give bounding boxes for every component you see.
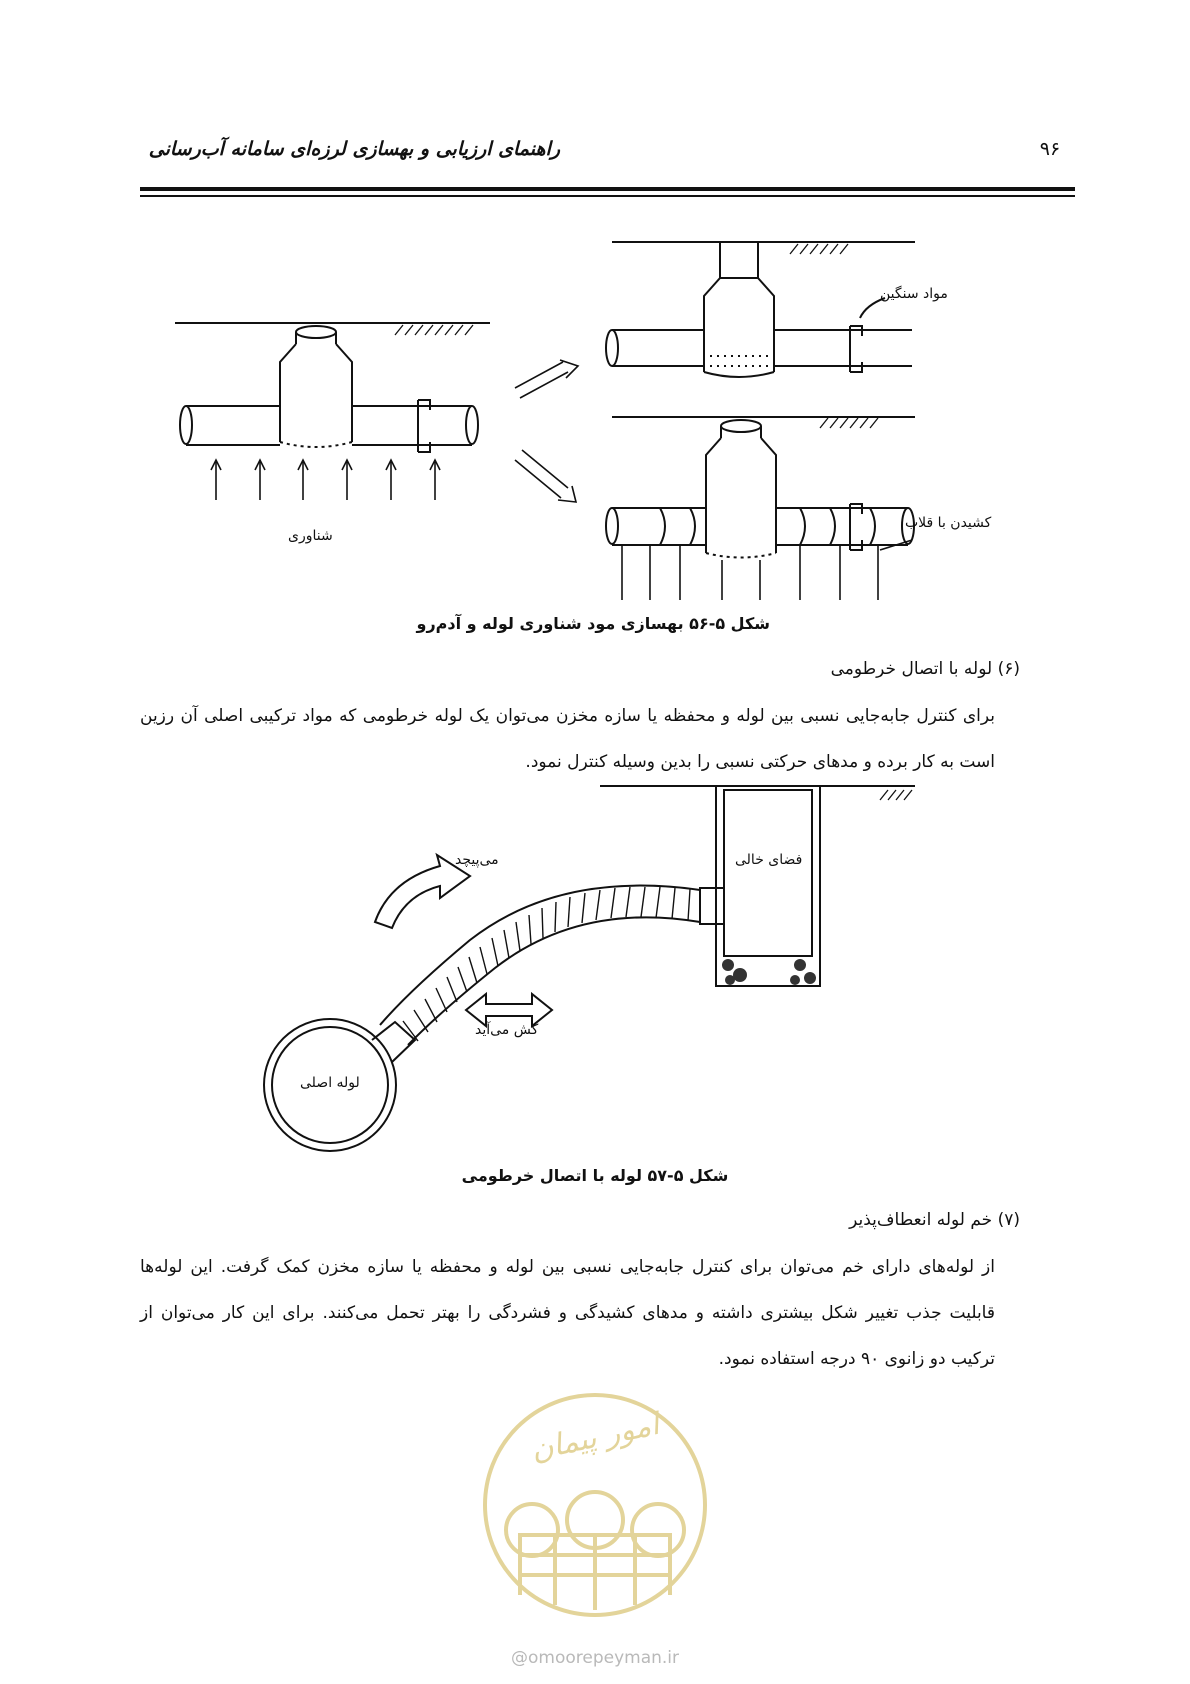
header-rule-thick (140, 187, 1075, 191)
watermark-url: @omoorepeyman.ir (510, 1648, 680, 1668)
watermark-logo-text: امور پیمان (527, 1406, 663, 1469)
section-6-heading: (۶) لوله با اتصال خرطومی (830, 659, 1020, 679)
section-6-paragraph: برای کنترل جابه‌جایی نسبی بین لوله و محفظه یا سازه مخزن می‌توان یک لوله خرطومی که مواد ترکیبی اصلی آن رزین است به کار برده و مدهای حرکتی نسبی را بدین وسیله کنترل نمود. (140, 706, 995, 772)
label-main-pipe: لوله اصلی (300, 1075, 360, 1091)
page-number: ۹۶ (1039, 138, 1061, 160)
header-rule-thin (140, 195, 1075, 197)
label-gravel: مواد سنگین (880, 286, 948, 302)
figure-57-caption: شکل ۵-۵۷ لوله با اتصال خرطومی (461, 1166, 729, 1185)
label-stretch: کش می‌آید (475, 1022, 539, 1038)
label-anchor: کشیدن با قلاب (905, 515, 992, 531)
section-7-heading: (۷) خم لوله انعطاف‌پذیر (849, 1210, 1020, 1230)
label-void: فضای خالی (735, 852, 803, 868)
label-float: شناوری (288, 528, 333, 544)
label-twist: می‌پیچد (455, 852, 499, 868)
section-7-paragraph: از لوله‌های دارای خم می‌توان برای کنترل جابه‌جایی نسبی بین لوله و محفظه یا سازه مخزن کمک گرفت. این لوله‌ها قابلیت جذب تغییر شکل بیشتری داشته و مدهای کشیدگی و فشردگی را بهتر تحمل می‌کنند. برای این کار می‌توان از ترکیب دو زانوی ۹۰ درجه استفاده نمود. (140, 1257, 995, 1369)
figure-56-caption: شکل ۵-۵۶ بهسازی مود شناوری لوله و آدم‌رو (416, 614, 770, 633)
running-header-title: راهنمای ارزیابی و بهسازی لرزه‌ای سامانه آب‌رسانی (148, 138, 560, 160)
